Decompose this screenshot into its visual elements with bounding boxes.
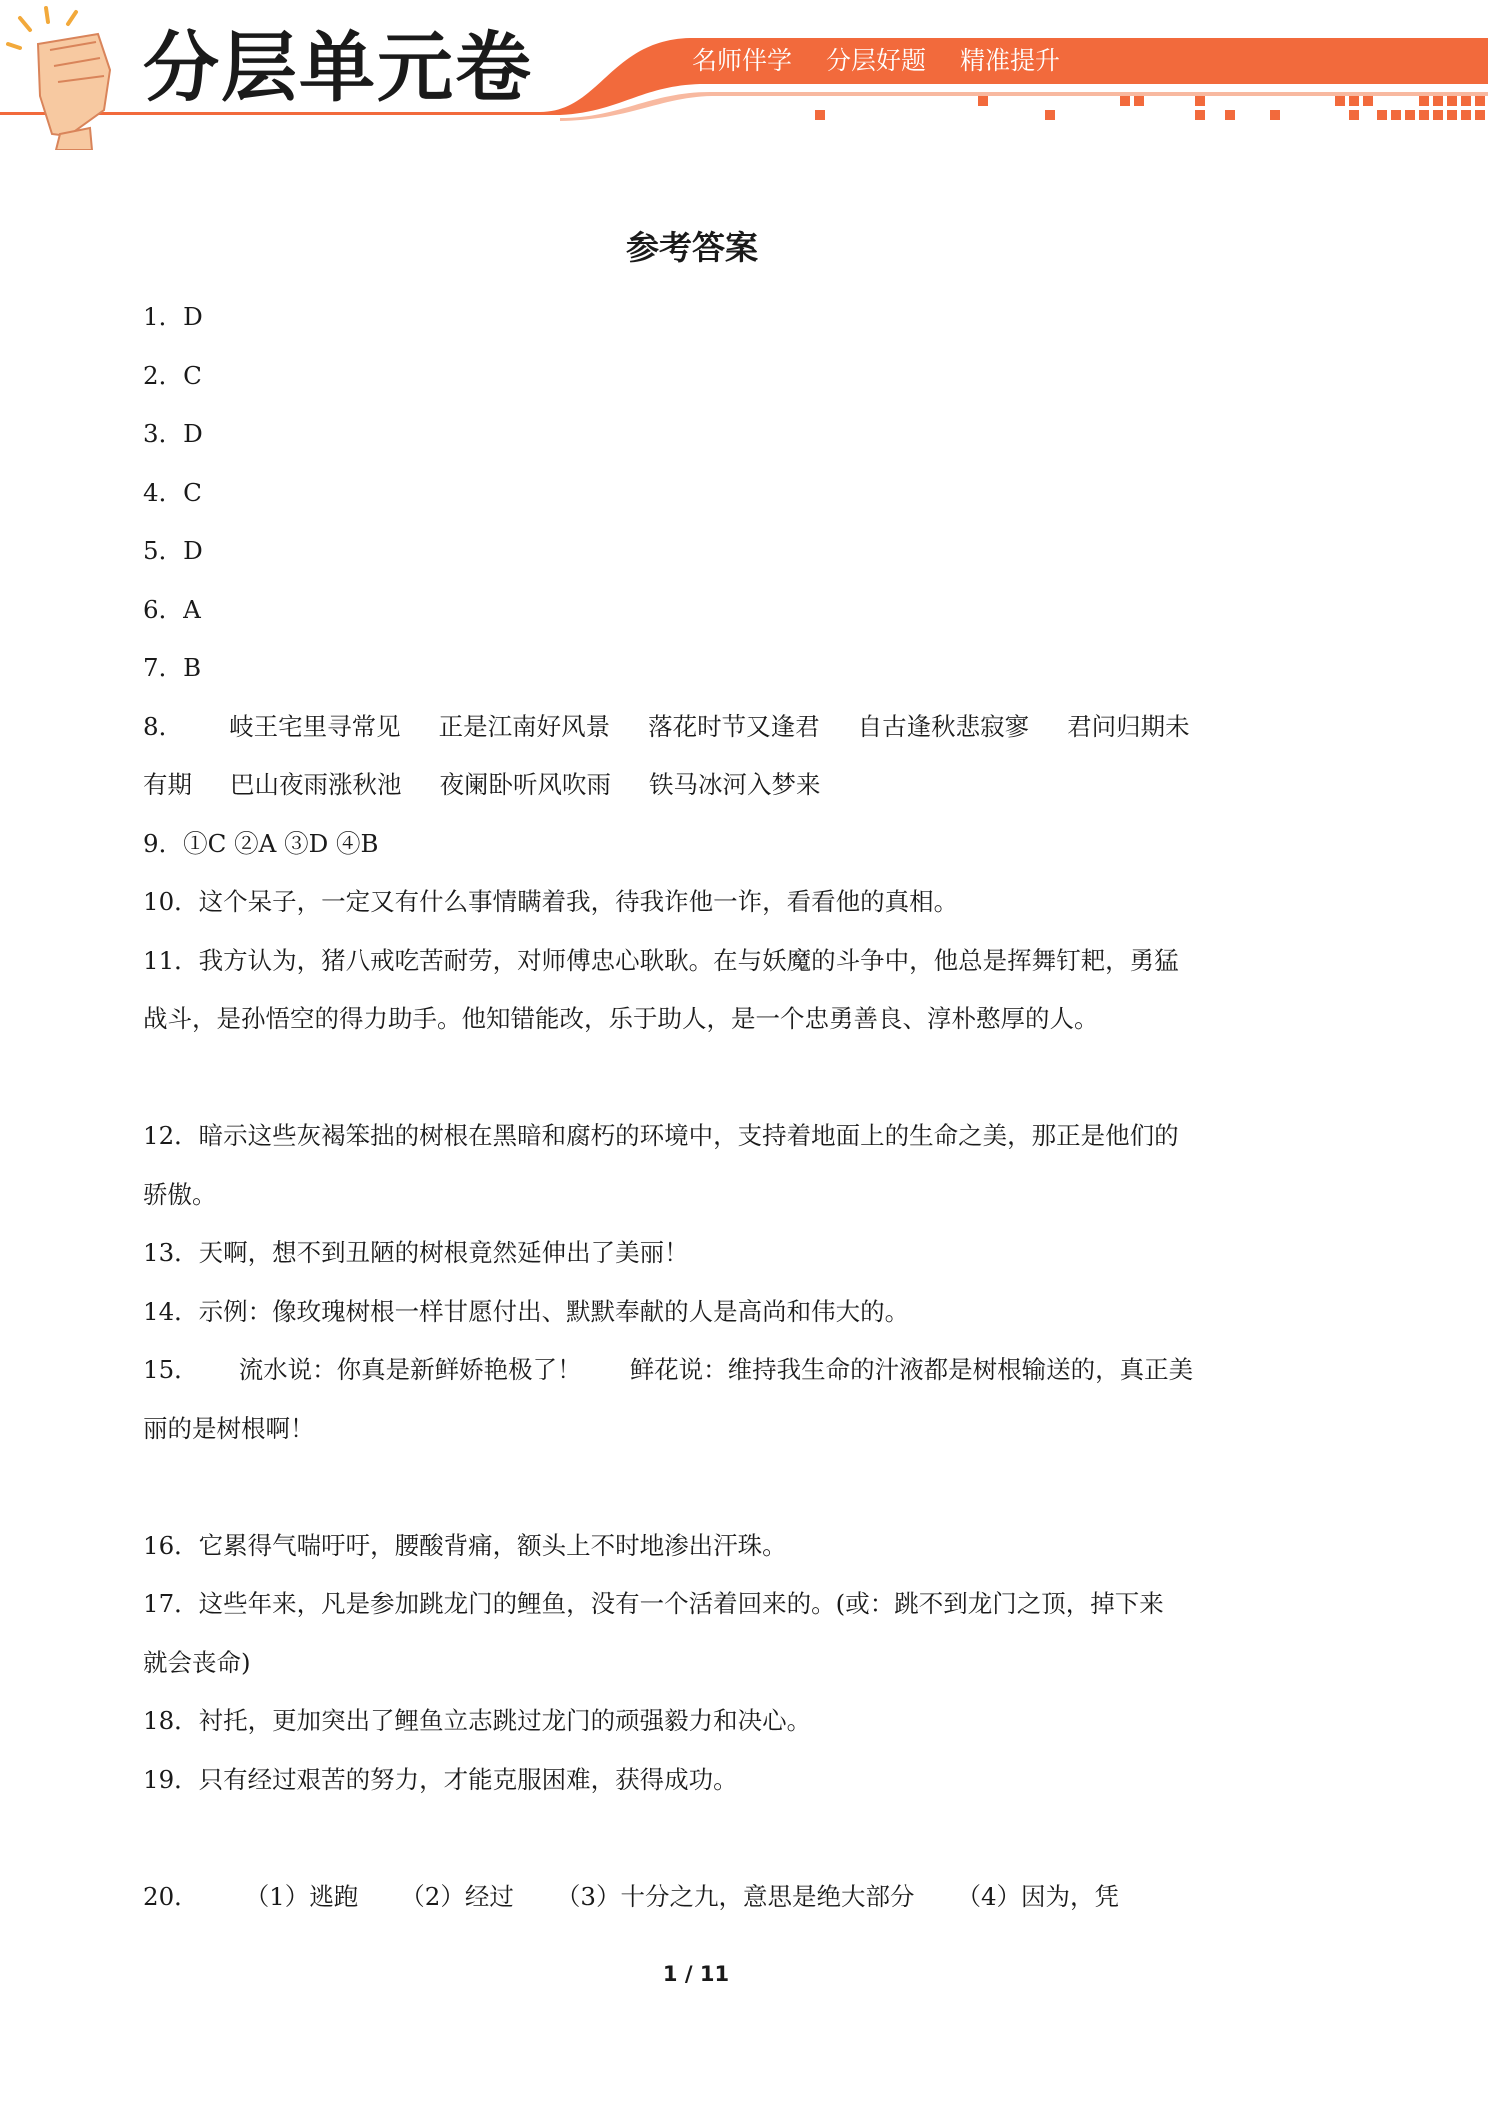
header-slogans bbox=[692, 38, 1086, 84]
slogan-3: 精准提升 bbox=[959, 46, 1060, 75]
answer-12-line-2: 骄傲。 bbox=[143, 1179, 217, 1209]
answer-5: 5．D bbox=[143, 536, 203, 565]
answer-14: 14．示例：像玫瑰树根一样甘愿付出、默默奉献的人是高尚和伟大的。 bbox=[143, 1296, 910, 1326]
slogan-1: 名师伴学 bbox=[692, 46, 793, 75]
fist-icon bbox=[8, 8, 110, 150]
answer-15-part-1: 流水说：你真是新鲜娇艳极了！ bbox=[238, 1355, 582, 1384]
answer-16: 16．它累得气喘吁吁，腰酸背痛，额头上不时地渗出汗珠。 bbox=[143, 1530, 787, 1560]
answer-4: 4．C bbox=[143, 477, 202, 507]
spacer bbox=[143, 1809, 1243, 1868]
answer-8-item: 落花时节又逢君 bbox=[648, 711, 820, 741]
answer-1: 1．D bbox=[143, 302, 203, 331]
answer-17-line-2: 就会丧命) bbox=[143, 1647, 251, 1677]
answer-20-item: （1）逃跑 bbox=[244, 1881, 359, 1911]
answer-8-line-2 bbox=[143, 756, 1243, 815]
page-title: 参考答案 bbox=[626, 228, 758, 267]
answer-8-item: 夜阑卧听风吹雨 bbox=[439, 770, 611, 799]
answer-2: 2．C bbox=[143, 360, 202, 390]
answer-6: 6．A bbox=[143, 594, 201, 624]
header-swoosh-shadow bbox=[560, 92, 1488, 121]
answer-8-item: 正是江南好风景 bbox=[438, 711, 611, 741]
answer-11-line-2: 战斗，是孙悟空的得力助手。他知错能改，乐于助人，是一个忠勇善良、淳朴憨厚的人。 bbox=[143, 1004, 1099, 1033]
answer-20 bbox=[143, 1868, 1243, 1927]
answer-8-item: 君问归期未 bbox=[1067, 711, 1190, 741]
brand-title: 分层单元卷 bbox=[143, 23, 533, 112]
answer-18: 18．衬托，更加突出了鲤鱼立志跳过龙门的顽强毅力和决心。 bbox=[143, 1706, 812, 1735]
answer-15-part-2: 鲜花说：维持我生命的汁液都是树根输送的，真正美 bbox=[629, 1355, 1194, 1384]
answer-20-item: （2）经过 bbox=[400, 1881, 514, 1911]
answer-11-line-1: 11．我方认为，猪八戒吃苦耐劳，对师傅忠心耿耿。在与妖魔的斗争中，他总是挥舞钉耙，勇猛 bbox=[143, 945, 1179, 975]
answer-9: 9．①C ②A ③D ④B bbox=[143, 828, 379, 858]
answer-8-item: 铁马冰河入梦来 bbox=[649, 770, 821, 799]
answer-20-item: （4）因为，凭 bbox=[956, 1881, 1120, 1911]
answer-8-item: 巴山夜雨涨秋池 bbox=[230, 770, 402, 799]
answer-8-number: 8． bbox=[143, 711, 184, 741]
answer-8-item: 自古逢秋悲寂寥 bbox=[857, 711, 1030, 741]
page-header bbox=[0, 0, 1488, 150]
answer-15-line-2: 丽的是树根啊！ bbox=[143, 1413, 315, 1443]
answer-list bbox=[143, 288, 1243, 1926]
answer-12-line-1: 12．暗示这些灰褐笨拙的树根在黑暗和腐朽的环境中，支持着地面上的生命之美，那正是他们的 bbox=[143, 1121, 1179, 1150]
answer-8-line-1 bbox=[143, 698, 1243, 757]
answer-7: 7．B bbox=[143, 653, 202, 682]
pixel-decoration bbox=[815, 96, 1485, 120]
answer-8-item: 有期 bbox=[143, 770, 192, 799]
answer-17-line-1: 17．这些年来，凡是参加跳龙门的鲤鱼，没有一个活着回来的。(或：跳不到龙门之顶，掉下来 bbox=[143, 1589, 1164, 1618]
answer-3: 3．D bbox=[143, 419, 203, 448]
answer-20-number: 20． bbox=[143, 1881, 199, 1911]
page-number: 1 / 11 bbox=[662, 1962, 730, 1986]
answer-19: 19．只有经过艰苦的努力，才能克服困难，获得成功。 bbox=[143, 1764, 738, 1794]
answer-15-number: 15． bbox=[143, 1355, 199, 1384]
answer-20-item: （3）十分之九，意思是绝大部分 bbox=[555, 1881, 915, 1911]
answer-8-item: 岐王宅里寻常见 bbox=[229, 711, 401, 741]
answer-15-line-1 bbox=[143, 1341, 1243, 1400]
answer-10: 10．这个呆子，一定又有什么事情瞒着我，待我诈他一诈，看看他的真相。 bbox=[143, 887, 959, 916]
slogan-2: 分层好题 bbox=[825, 46, 926, 75]
spacer bbox=[143, 1458, 1243, 1517]
spacer bbox=[143, 1049, 1243, 1108]
answer-13: 13．天啊，想不到丑陋的树根竟然延伸出了美丽！ bbox=[143, 1238, 689, 1267]
